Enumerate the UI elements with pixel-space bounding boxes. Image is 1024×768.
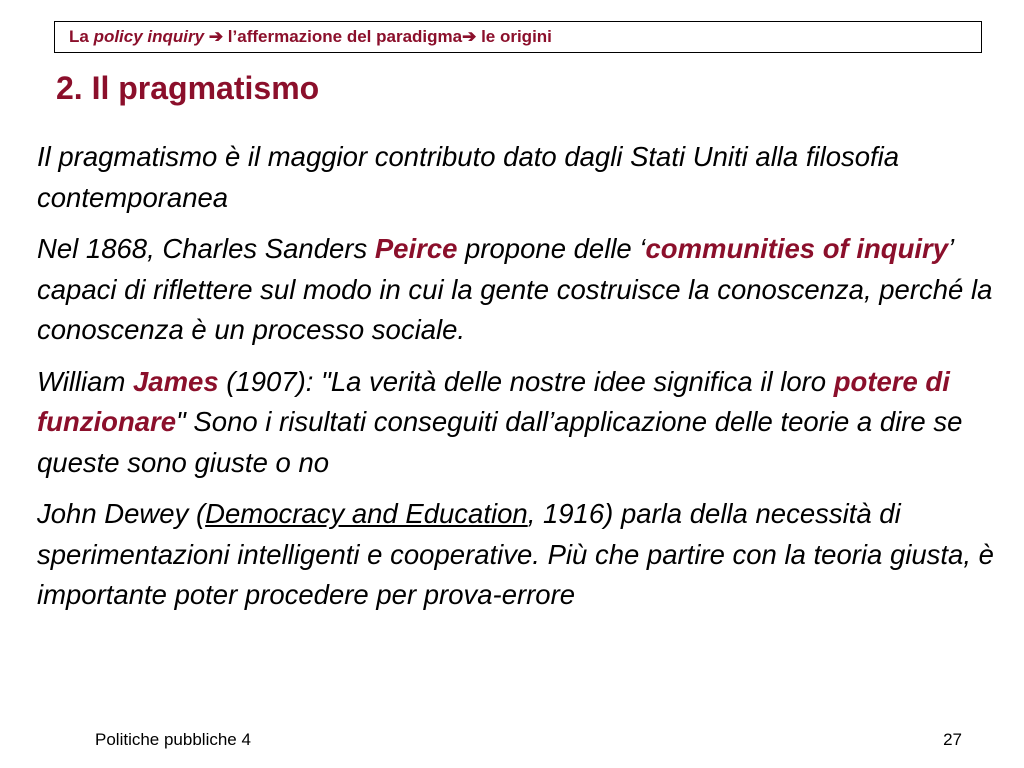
- breadcrumb-header: [54, 21, 982, 53]
- paragraph-peirce: [37, 229, 999, 351]
- highlight-peirce: Peirce: [374, 233, 458, 264]
- paragraph-text: (1907): "La verità delle nostre idee significa il loro: [218, 365, 834, 397]
- paragraph-text: " Sono i risultati conseguiti dall’applicazione delle teorie a dire se queste sono giuste o no: [37, 406, 963, 478]
- breadcrumb-prefix: La: [69, 27, 94, 46]
- footer-course-name: Politiche pubbliche 4: [95, 730, 251, 749]
- paragraph-text: Il pragmatismo è il maggior contributo dato dagli Stati Uniti alla filosofia contemporanea: [37, 141, 900, 213]
- highlight-james: James: [133, 365, 219, 397]
- book-title-democracy-and-education: Democracy and Education: [205, 498, 528, 529]
- breadcrumb-step-origins: le origini: [481, 27, 552, 46]
- arrow-right-icon: ➔: [204, 27, 228, 46]
- highlight-potere-di-funzionare: potere di funzionare: [37, 365, 950, 437]
- paragraph-text: William: [37, 365, 133, 397]
- paragraph-text: Nel 1868, Charles Sanders: [37, 233, 375, 264]
- footer-page-number: 27: [943, 730, 962, 749]
- highlight-communities-of-inquiry: communities of inquiry: [645, 233, 949, 264]
- slide-body: [37, 137, 999, 627]
- breadcrumb-step-paradigm: l’affermazione del paradigma: [227, 27, 463, 46]
- paragraph-text: ’ capaci di riflettere sul modo in cui la gente costruisce la conoscenza, perché la conoscenza è un processo sociale.: [37, 233, 993, 345]
- arrow-right-icon: ➔: [462, 27, 482, 46]
- paragraph-text: propone delle ‘: [457, 233, 646, 264]
- paragraph-text: , 1916) parla della necessità di sperimentazioni intelligenti e cooperative. Più che partire con la teoria giusta, è importante poter procedere per prova-errore: [37, 498, 994, 610]
- paragraph-dewey: [37, 494, 999, 616]
- paragraph-james: [37, 362, 999, 484]
- slide-title: 2. Il pragmatismo: [56, 70, 320, 106]
- breadcrumb-term: policy inquiry: [93, 27, 205, 46]
- paragraph-pragmatism: [37, 137, 999, 218]
- paragraph-text: John Dewey (: [37, 498, 206, 529]
